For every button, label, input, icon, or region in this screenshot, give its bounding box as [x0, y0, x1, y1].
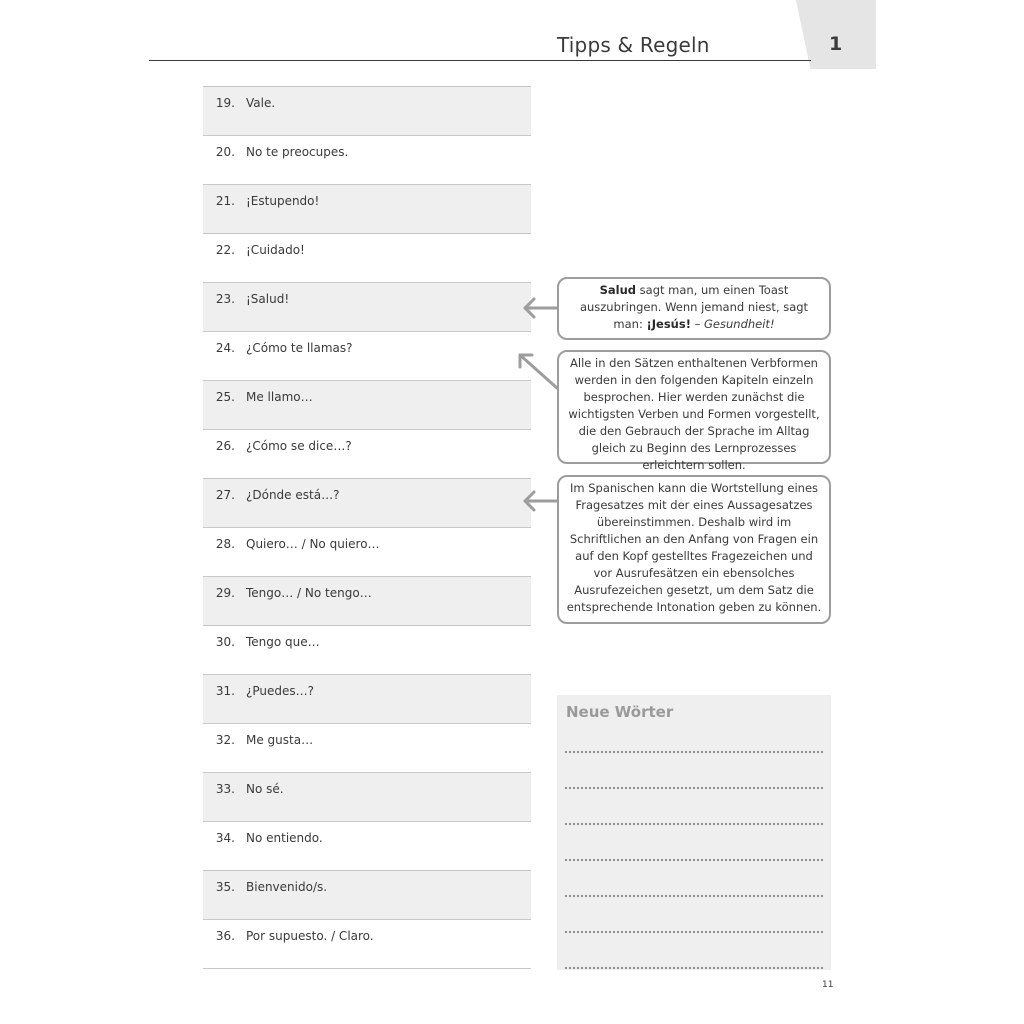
writing-line [565, 967, 823, 969]
phrase-text: Me llamo… [246, 390, 313, 404]
list-item [203, 430, 531, 479]
phrase-number: 19. [215, 96, 235, 110]
list-item [203, 332, 531, 381]
phrase-text: ¿Dónde está…? [246, 488, 340, 502]
list-item [203, 528, 531, 577]
phrase-number: 35. [215, 880, 235, 894]
list-item [203, 185, 531, 234]
phrase-number: 36. [215, 929, 235, 943]
tip-salud-jesus: ¡Jesús! [646, 317, 691, 331]
writing-line [565, 787, 823, 789]
phrase-text: ¡Cuidado! [246, 243, 305, 257]
phrase-number: 29. [215, 586, 235, 600]
phrase-text: Tengo… / No tengo… [246, 586, 372, 600]
phrase-text: ¿Cómo te llamas? [246, 341, 353, 355]
list-item [203, 920, 531, 969]
phrase-number: 32. [215, 733, 235, 747]
phrase-text: ¡Salud! [246, 292, 290, 306]
phrase-number: 27. [215, 488, 235, 502]
tip-questions-text: Im Spanischen kann die Wortstellung eines Fragesatzes mit der eines Aussagesatzes übereinstimmen. Deshalb wird im Schriftlichen an den Anfang von Fragen ein auf den Kopf gestelltes Fragezeichen und vor Ausrufesätzen ein ebensolches Ausrufezeichen gesetzt, um dem Satz die entsprechende Intonation geben zu können. [566, 481, 822, 614]
phrase-text: Me gusta… [246, 733, 314, 747]
tip-box-salud [557, 277, 831, 340]
phrase-text: ¡Estupendo! [246, 194, 320, 208]
list-item [203, 773, 531, 822]
list-item [203, 724, 531, 773]
new-words-title: Neue Wörter [566, 703, 674, 721]
phrase-number: 33. [215, 782, 235, 796]
writing-line [565, 895, 823, 897]
list-item [203, 626, 531, 675]
tip-salud-dash: – [690, 317, 705, 331]
header-rule [149, 60, 811, 61]
tip-salud-text: sagt man, um einen Toast auszubringen. Wenn jemand niest, sagt man: [579, 283, 809, 331]
phrase-text: Vale. [246, 96, 276, 110]
writing-line [565, 751, 823, 753]
phrase-text: ¿Puedes…? [246, 684, 315, 698]
phrase-number: 28. [215, 537, 235, 551]
phrase-text: No entiendo. [246, 831, 323, 845]
phrase-number: 30. [215, 635, 235, 649]
writing-line [565, 931, 823, 933]
list-item [203, 479, 531, 528]
phrase-text: No te preocupes. [246, 145, 349, 159]
list-item [203, 136, 531, 185]
chapter-number: 1 [829, 33, 843, 55]
page-title: Tipps & Regeln [557, 33, 710, 57]
phrase-number: 22. [215, 243, 235, 257]
phrase-number: 34. [215, 831, 235, 845]
phrase-number: 23. [215, 292, 235, 306]
list-item [203, 675, 531, 724]
phrase-text: Por supuesto. / Claro. [246, 929, 374, 943]
phrase-text: ¿Cómo se dice…? [246, 439, 352, 453]
new-words-box [557, 695, 831, 970]
list-item [203, 822, 531, 871]
phrase-text: Bienvenido/s. [246, 880, 328, 894]
list-item [203, 577, 531, 626]
phrase-number: 25. [215, 390, 235, 404]
writing-line [565, 859, 823, 861]
list-item [203, 234, 531, 283]
phrase-number: 24. [215, 341, 235, 355]
tip-verbs-text: Alle in den Sätzen enthaltenen Verbformen werden in den folgenden Kapiteln einzeln besprochen. Hier werden zunächst die wichtigsten Verben und Formen vorgestellt, die den Gebrauch der Sprache im Alltag gleich zu Beginn des Lernprozesses erleichtern sollen. [568, 356, 820, 472]
phrase-list [203, 86, 531, 969]
phrase-number: 26. [215, 439, 235, 453]
phrase-number: 21. [215, 194, 235, 208]
phrase-text: No sé. [246, 782, 284, 796]
phrase-text: Tengo que… [246, 635, 320, 649]
phrase-number: 31. [215, 684, 235, 698]
phrase-number: 20. [215, 145, 235, 159]
phrase-text: Quiero… / No quiero… [246, 537, 380, 551]
tip-box-questions [557, 475, 831, 624]
page-number: 11 [822, 980, 834, 990]
writing-line [565, 823, 823, 825]
list-item [203, 283, 531, 332]
tip-salud-bold: Salud [599, 283, 636, 297]
list-item [203, 381, 531, 430]
tip-box-verbs [557, 350, 831, 472]
list-item [203, 871, 531, 920]
list-item [203, 87, 531, 136]
tip-salud-italic: Gesundheit! [704, 317, 775, 331]
